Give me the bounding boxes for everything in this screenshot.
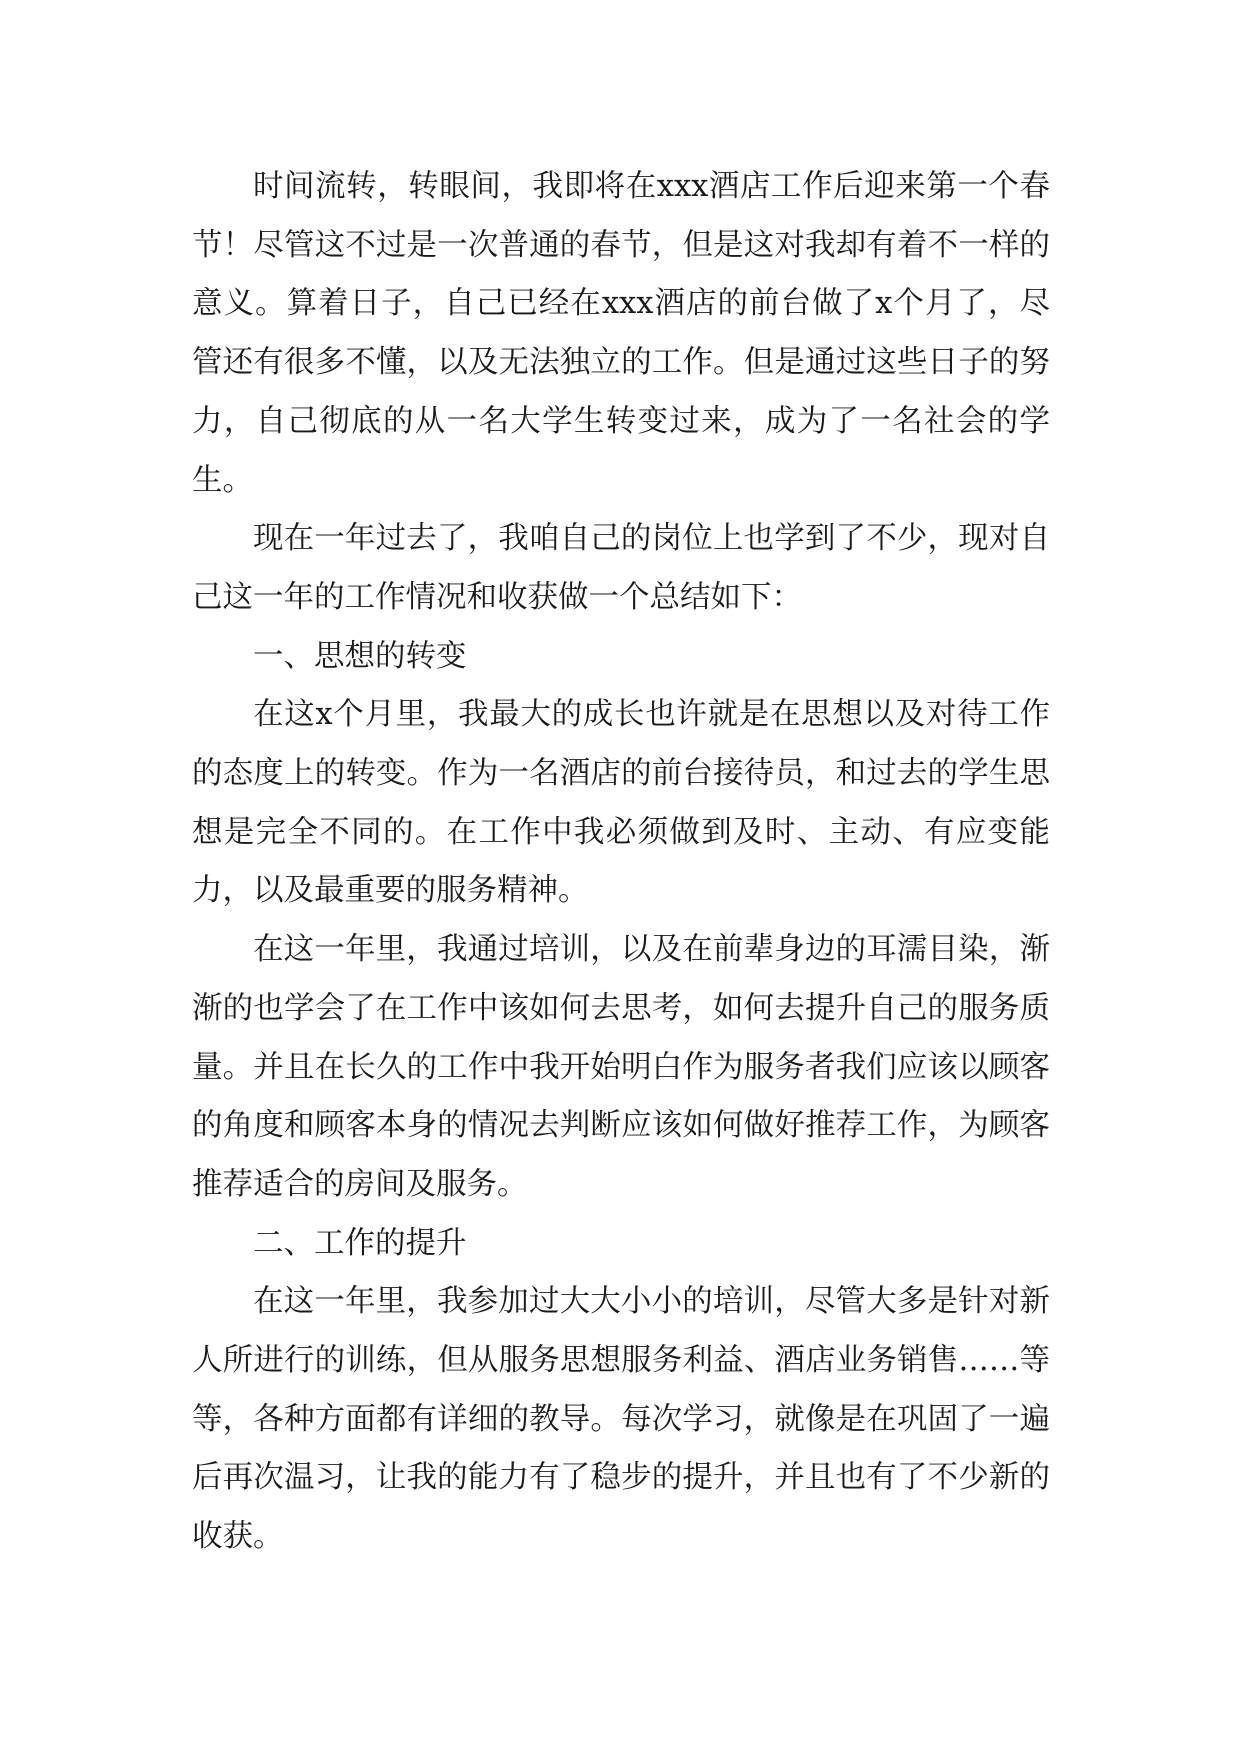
paragraph-intro: 时间流转，转眼间，我即将在xxx酒店工作后迎来第一个春节！尽管这不过是一次普通的春节，但是这对我却有着不一样的意义。算着日子，自己已经在xxx酒店的前台做了x个月了，尽管还有很多不懂，以及无法独立的工作。但是通过这些日子的努力，自己彻底的从一名大学生转变过来，成为了一名社会的学生。 bbox=[192, 169, 1050, 498]
document-body bbox=[192, 158, 1050, 1567]
paragraph-summary-intro: 现在一年过去了，我咱自己的岗位上也学到了不少，现对自己这一年的工作情况和收获做一个总结如下： bbox=[192, 521, 1050, 615]
section-heading-work: 二、工作的提升 bbox=[253, 1225, 467, 1261]
paragraph-work-improvement: 在这一年里，我参加过大大小小的培训，尽管大多是针对新人所进行的训练，但从服务思想服务利益、酒店业务销售……等等，各种方面都有详细的教导。每次学习，就像是在巩固了一遍后再次温习，让我的能力有了稳步的提升，并且也有了不少新的收获。 bbox=[192, 1284, 1050, 1555]
paragraph-training-learning: 在这一年里，我通过培训，以及在前辈身边的耳濡目染，渐渐的也学会了在工作中该如何去思考，如何去提升自己的服务质量。并且在长久的工作中我开始明白作为服务者我们应该以顾客的角度和顾客本身的情况去判断应该如何做好推荐工作，为顾客推荐适合的房间及服务。 bbox=[192, 932, 1050, 1202]
paragraph-thinking-change: 在这x个月里，我最大的成长也许就是在思想以及对待工作的态度上的转变。作为一名酒店的前台接待员，和过去的学生思想是完全不同的。在工作中我必须做到及时、主动、有应变能力，以及最重要的服务精神。 bbox=[192, 697, 1050, 909]
section-heading-thinking: 一、思想的转变 bbox=[253, 638, 467, 674]
